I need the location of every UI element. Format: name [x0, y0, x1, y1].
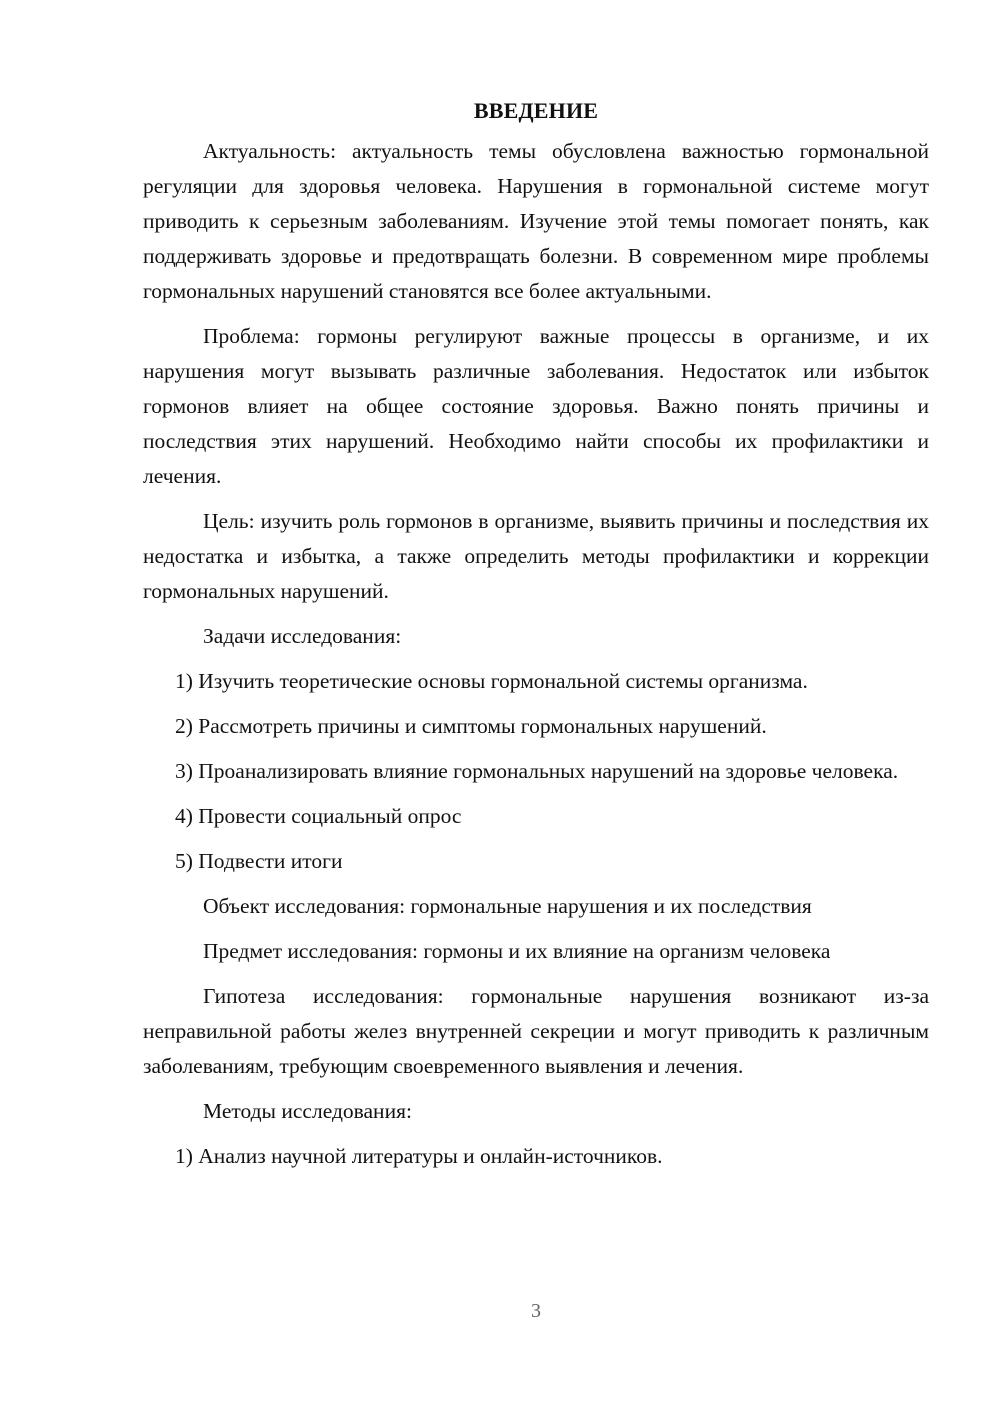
task-item: 5) Подвести итоги [175, 849, 343, 873]
method-item: 1) Анализ научной литературы и онлайн-источников. [175, 1144, 663, 1168]
problem-paragraph: Проблема: гормоны регулируют важные процессы в организме, и их нарушения могут вызывать различные заболевания. Недостаток или избыток гормонов влияет на общее состояние здоровья. Важно понять причины и последствия этих нарушений. Необходимо найти способы их профилактики и лечения. [143, 324, 929, 488]
task-item: 2) Рассмотреть причины и симптомы гормональных нарушений. [175, 714, 767, 738]
page-number: 3 [531, 1300, 541, 1322]
methods-heading: Методы исследования: [203, 1099, 412, 1123]
relevance-paragraph: Актуальность: актуальность темы обусловлена важностью гормональной регуляции для здоровья человека. Нарушения в гормональной системе могут приводить к серьезным заболеваниям. Изучение этой темы помогает понять, как поддерживать здоровье и предотвращать болезни. В современном мире проблемы гормональных нарушений становятся все более актуальными. [143, 139, 929, 303]
task-item: 1) Изучить теоретические основы гормональной системы организма. [175, 669, 808, 693]
object-paragraph: Объект исследования: гормональные нарушения и их последствия [203, 894, 812, 918]
goal-paragraph: Цель: изучить роль гормонов в организме, выявить причины и последствия их недостатка и избытка, а также определить методы профилактики и коррекции гормональных нарушений. [143, 509, 929, 603]
page-title: ВВЕДЕНИЕ [473, 98, 599, 123]
hypothesis-paragraph: Гипотеза исследования: гормональные нарушения возникают из-за неправильной работы желез внутренней секреции и могут приводить к различным заболеваниям, требующим своевременного выявления и лечения. [143, 984, 929, 1078]
document-page [143, 96, 929, 1174]
task-item: 4) Провести социальный опрос [175, 804, 462, 828]
subject-paragraph: Предмет исследования: гормоны и их влияние на организм человека [203, 939, 831, 963]
task-item: 3) Проанализировать влияние гормональных нарушений на здоровье человека. [175, 759, 899, 783]
tasks-heading: Задачи исследования: [203, 624, 402, 648]
